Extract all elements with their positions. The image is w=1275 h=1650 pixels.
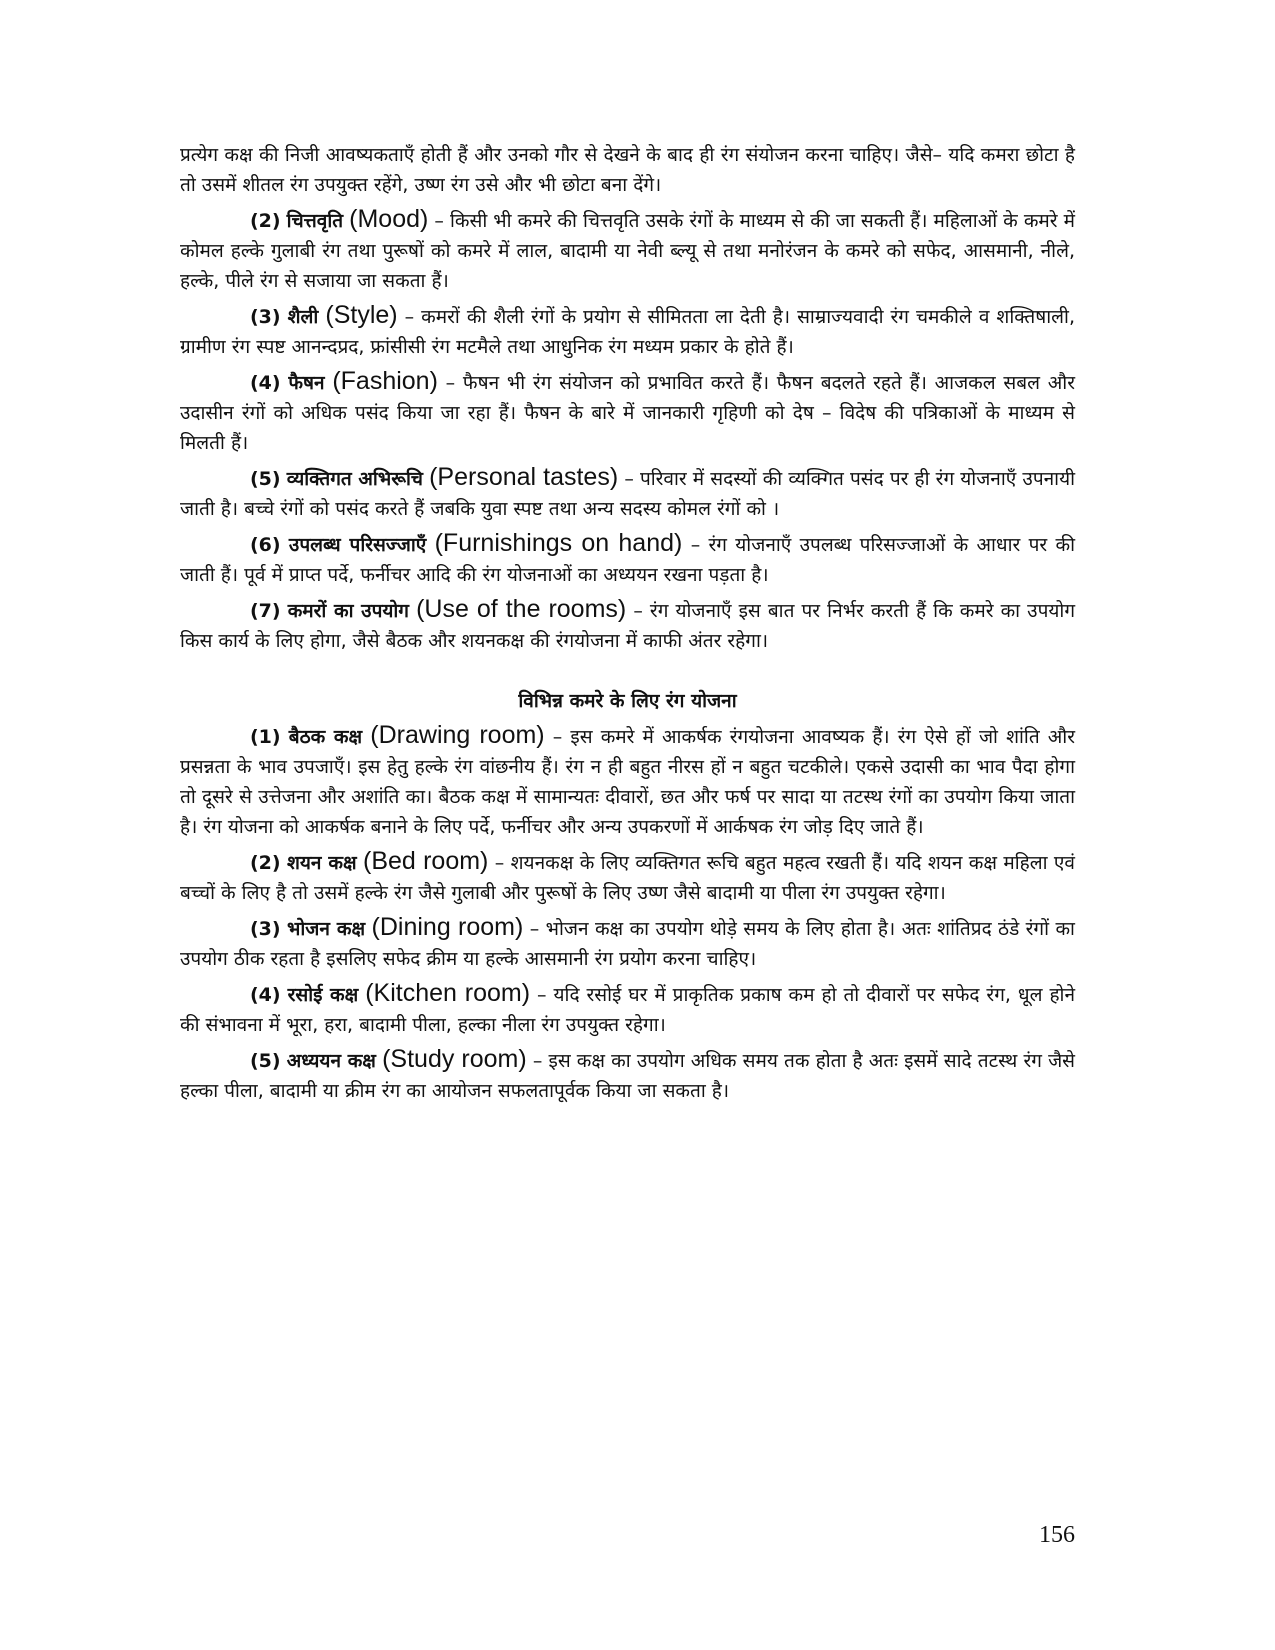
room-text: – इस कमरे में आकर्षक रंगयोजना आवष्यक हैं। रंग ऐसे हों जो शांति और प्रसन्नता के भाव उपजाएँ। इस हेतु हल्के रंग वांछनीय हैं। रंग न ही बहुत नीरस हों न बहुत चटकीले। एकसे उदासी का भाव पैदा होगा तो दूसरे से उत्तेजना और अशांति का। बैठक कक्ष में सामान्यतः दीवारों, छत और फर्ष पर सादा या तटस्थ रंगों का उपयोग किया जाता है। रंग योजना को आकर्षक बनाने के लिए पर्दे, फर्नीचर और अन्य उपकरणों में आर्कषक रंग जोड़ दिए जाते हैं।	[180, 726, 1076, 838]
room-dining	[180, 912, 1075, 974]
room-drawing	[180, 720, 1075, 842]
room-heading-hindi: भोजन कक्ष	[287, 918, 366, 940]
room-number: (5)	[250, 1050, 281, 1072]
factor-text: – रंग योजनाएँ उपलब्ध परिसज्जाओं के आधार पर की जाती हैं। पूर्व में प्राप्त पर्दे, फर्नीचर आदि की रंग योजनाओं का अध्ययन रखना पड़ता है।	[180, 534, 1076, 586]
room-bed	[180, 846, 1075, 908]
room-heading-english: (Drawing room)	[370, 721, 545, 749]
room-heading-english: (Dining room)	[371, 913, 524, 941]
factor-heading-hindi: कमरों का उपयोग	[287, 600, 410, 622]
factor-personal-tastes	[180, 462, 1075, 524]
factor-number: (5)	[250, 468, 281, 490]
factor-heading-english: (Style)	[325, 301, 398, 329]
factor-fashion	[180, 366, 1075, 458]
factor-number: (7)	[250, 600, 281, 622]
room-text: – यदि रसोई घर में प्राकृतिक प्रकाष कम हो तो दीवारों पर सफेद रंग, धूल होने की संभावना में भूरा, हरा, बादामी पीला, हल्का नीला रंग उपयुक्त रहेगा।	[180, 984, 1075, 1036]
document-body	[180, 140, 1075, 1110]
factor-use-of-rooms	[180, 594, 1075, 656]
room-heading-hindi: शयन कक्ष	[286, 852, 357, 874]
factor-heading-english: (Personal tastes)	[429, 463, 619, 491]
room-heading-english: (Kitchen room)	[365, 979, 531, 1007]
factor-text: – किसी भी कमरे की चित्तवृति उसके रंगों के माध्यम से की जा सकती हैं। महिलाओं के कमरे में कोमल हल्के गुलाबी रंग तथा पुरूषों को कमरे में लाल, बादामी या नेवी ब्ल्यू से तथा मनोरंजन के कमरे को सफेद, आसमानी, नीले, हल्के, पीले रंग से सजाया जा सकता हैं।	[180, 210, 1075, 292]
factor-text: – रंग योजनाएँ इस बात पर निर्भर करती हैं कि कमरे का उपयोग किस कार्य के लिए होगा, जैसे बैठक और शयनकक्ष की रंगयोजना में काफी अंतर रहेगा।	[180, 600, 1076, 652]
factor-number: (3)	[250, 306, 281, 328]
room-kitchen	[180, 978, 1075, 1040]
factor-number: (4)	[250, 372, 281, 394]
factor-furnishings	[180, 528, 1075, 590]
factor-heading-english: (Mood)	[349, 205, 429, 233]
room-heading-english: (Bed room)	[363, 847, 489, 875]
room-heading-hindi: अध्ययन कक्ष	[286, 1050, 376, 1072]
factor-text: – कमरों की शैली रंगों के प्रयोग से सीमितता ला देती है। साम्राज्यवादी रंग चमकीले व शक्तिषाली, ग्रामीण रंग स्पष्ट आनन्दप्रद, फ्रांसीसी रंग मटमैले तथा आधुनिक रंग मध्यम प्रकार के होते हैं।	[180, 306, 1076, 358]
room-number: (4)	[250, 984, 281, 1006]
room-heading-english: (Study room)	[382, 1045, 527, 1073]
room-study	[180, 1044, 1075, 1106]
room-text: – इस कक्ष का उपयोग अधिक समय तक होता है अतः इसमें सादे तटस्थ रंग जैसे हल्का पीला, बादामी या क्रीम रंग का आयोजन सफलतापूर्वक किया जा सकता है।	[180, 1050, 1076, 1102]
room-heading-hindi: बैठक कक्ष	[288, 726, 363, 748]
factor-mood	[180, 204, 1075, 296]
factor-text: – परिवार में सदस्यों की व्यक्गित पसंद पर ही रंग योजनाएँ उपनायी जाती है। बच्चे रंगों को पसंद करते हैं जबकि युवा स्पष्ट तथा अन्य सदस्य कोमल रंगों को ।	[180, 468, 1076, 520]
factor-heading-hindi: शैली	[287, 306, 319, 328]
room-text: – शयनकक्ष के लिए व्यक्तिगत रूचि बहुत महत्व रखती हैं। यदि शयन कक्ष महिला एवं बच्चों के लिए है तो उसमें हल्के रंग जैसे गुलाबी और पुरूषों के लिए उष्ण जैसे बादामी या पीला रंग उपयुक्त रहेगा।	[180, 852, 1075, 904]
factor-number: (6)	[250, 534, 281, 556]
section-title: विभिन्न कमरे के लिए रंग योजना	[518, 690, 737, 712]
factor-heading-english: (Use of the rooms)	[416, 595, 627, 623]
page-number: 156	[1039, 1522, 1075, 1548]
intro-paragraph: प्रत्येग कक्ष की निजी आवष्यकताएँ होती हैं और उनको गौर से देखने के बाद ही रंग संयोजन करना चाहिए। जैसे– यदि कमरा छोटा है तो उसमें शीतल रंग उपयुक्त रहेंगे, उष्ण रंग उसे और भी छोटा बना देंगे।	[180, 144, 1075, 196]
room-text: – भोजन कक्ष का उपयोग थोड़े समय के लिए होता है। अतः शांतिप्रद ठंडे रंगों का उपयोग ठीक रहता है इसलिए सफेद क्रीम या हल्के आसमानी रंग प्रयोग करना चाहिए।	[180, 918, 1075, 970]
factor-heading-english: (Furnishings on hand)	[434, 529, 683, 557]
room-number: (2)	[250, 852, 281, 874]
factor-heading-hindi: व्यक्तिगत अभिरूचि	[286, 468, 423, 490]
factor-heading-english: (Fashion)	[332, 367, 438, 395]
room-number: (1)	[250, 726, 281, 748]
room-number: (3)	[250, 918, 281, 940]
room-heading-hindi: रसोई कक्ष	[287, 984, 359, 1006]
factor-heading-hindi: चित्तवृति	[286, 210, 344, 232]
factor-heading-hindi: उपलब्ध परिसज्जाएँ	[288, 534, 427, 556]
factor-heading-hindi: फैषन	[288, 372, 325, 394]
factor-style	[180, 300, 1075, 362]
factor-text: – फैषन भी रंग संयोजन को प्रभावित करते हैं। फैषन बदलते रहते हैं। आजकल सबल और उदासीन रंगों को अधिक पसंद किया जा रहा हैं। फैषन के बारे में जानकारी गृहिणी को देष – विदेष की पत्रिकाओं के माध्यम से मिलती हैं।	[180, 372, 1075, 454]
factor-number: (2)	[250, 210, 281, 232]
